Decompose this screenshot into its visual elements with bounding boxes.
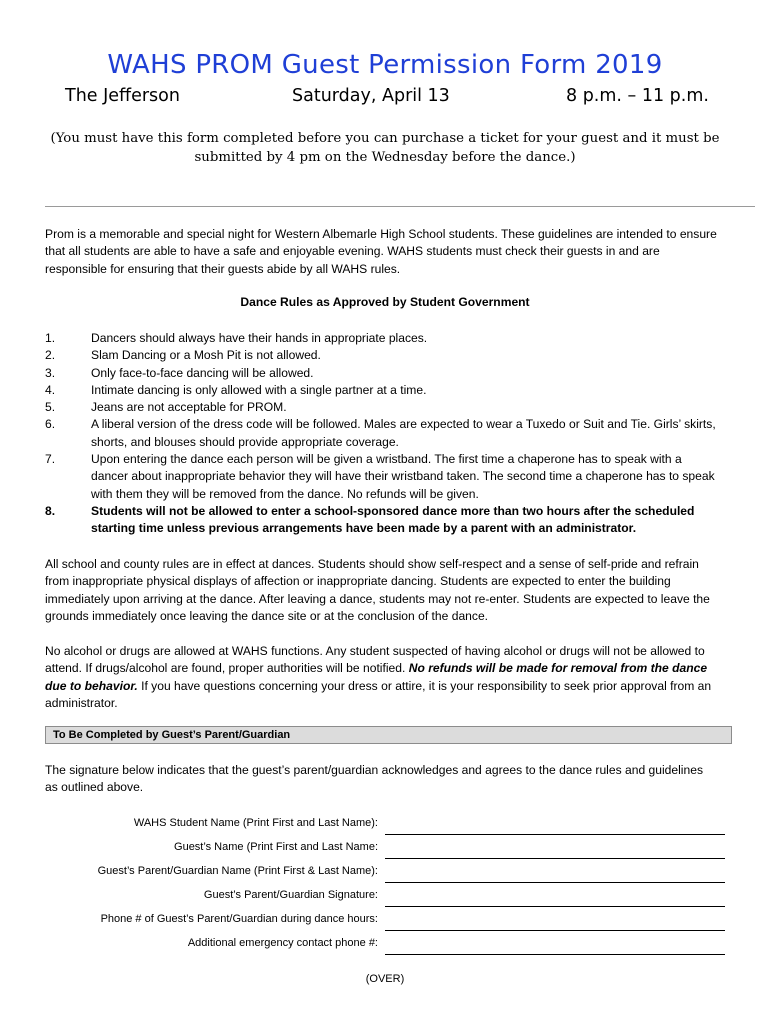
rule-number: 5.: [45, 400, 56, 415]
header-divider: [45, 206, 755, 207]
guardian-name-field[interactable]: [385, 882, 725, 883]
rule-text: Only face-to-face dancing will be allowed.: [91, 365, 314, 380]
rule-number: 4.: [45, 382, 56, 397]
rule-text: Slam Dancing or a Mosh Pit is not allowed.: [91, 348, 321, 363]
emergency-phone-label: Additional emergency contact phone #:: [187, 937, 378, 949]
guardian-signature-label: Guest’s Parent/Guardian Signature:: [203, 889, 378, 901]
guardian-name-label: Guest’s Parent/Guardian Name (Print First & Last Name):: [97, 865, 378, 877]
rule-number: 8.: [45, 503, 56, 518]
no-refund-notice: No refunds will be made for removal from the dance due to behavior.: [45, 661, 708, 693]
rule-item: [45, 347, 717, 364]
dress-approval-text: If you have questions concerning your dress or attire, it is your responsibility to seek prior approval from an administrator.: [45, 678, 712, 710]
page-footer-over: (OVER): [365, 973, 405, 985]
rule-text: Upon entering the dance each person will be given a wristband. The first time a chaperone has to speak with a dancer about inappropriate behavior they will have their wristband taken. The second time a chaperone has to speak with them they will be removed from the dance. No refunds will be given.: [91, 452, 715, 501]
submission-note: (You must have this form completed before you can purchase a ticket for your guest and it must be submitted by 4 pm on the Wednesday before the dance.): [50, 131, 720, 165]
rule-number: 6.: [45, 417, 56, 432]
rule-number: 3.: [45, 365, 56, 380]
student-name-field[interactable]: [385, 834, 725, 835]
dance-rules-list: [45, 330, 717, 538]
rule-item: [45, 365, 717, 382]
alcohol-policy-paragraph: [45, 643, 717, 712]
rule-text: A liberal version of the dress code will be followed. Males are expected to wear a Tuxedo or Suit and Tie. Girls’ skirts, shorts, and blouses should provide appropriate coverage.: [91, 417, 716, 449]
rule-number: 1.: [45, 331, 56, 345]
rule-text: Students will not be allowed to enter a school-sponsored dance more than two hours after the scheduled starting time unless previous arrangements have been made by a parent with an administrator.: [91, 503, 695, 536]
signature-statement: The signature below indicates that the guest’s parent/guardian acknowledges and agrees to the dance rules and guidelines as outlined above.: [45, 763, 703, 795]
guardian-section-header: To Be Completed by Guest’s Parent/Guardian: [45, 726, 732, 744]
rules-heading: Dance Rules as Approved by Student Government: [240, 295, 530, 309]
rule-item: [45, 399, 717, 416]
guardian-phone-field[interactable]: [385, 930, 725, 931]
guardian-phone-label: Phone # of Guest’s Parent/Guardian during dance hours:: [100, 913, 378, 925]
event-venue: The Jefferson: [65, 86, 180, 106]
emergency-phone-field[interactable]: [385, 954, 725, 955]
guest-name-field[interactable]: [385, 858, 725, 859]
rule-number: 7.: [45, 452, 56, 467]
event-time: 8 p.m. – 11 p.m.: [566, 86, 709, 106]
rule-item: [45, 416, 717, 451]
student-name-label: WAHS Student Name (Print First and Last Name):: [133, 817, 378, 829]
guest-name-label: Guest’s Name (Print First and Last Name:: [174, 841, 378, 853]
school-rules-paragraph: All school and county rules are in effect at dances. Students should show self-respect and a sense of self-pride and refrain from inappropriate physical displays of affection or inappropriate dancing. Students are expected to enter the building immediately upon arriving at the dance. After leaving a dance, students may not re-enter. Students are expected to leave the grounds immediately once leaving the dance site or at the conclusion of the dance.: [45, 557, 710, 623]
intro-paragraph: Prom is a memorable and special night for Western Albemarle High School students. These guidelines are intended to ensure that all students are able to have a safe and enjoyable evening. WAHS students must check their guests in and are responsible for ensuring that their guests abide by all WAHS rules.: [45, 227, 717, 276]
rule-text: Dancers should always have their hands in appropriate places.: [91, 331, 428, 345]
rule-item: [45, 382, 717, 399]
rule-item: [45, 503, 717, 538]
form-title: WAHS PROM Guest Permission Form 2019: [107, 50, 663, 80]
rule-item: [45, 451, 717, 503]
guardian-signature-field[interactable]: [385, 906, 725, 907]
rule-item: [45, 330, 717, 347]
rule-number: 2.: [45, 348, 56, 363]
rule-text: Intimate dancing is only allowed with a single partner at a time.: [91, 382, 427, 397]
rule-text: Jeans are not acceptable for PROM.: [91, 400, 287, 415]
event-info-row: [0, 86, 770, 112]
event-date: Saturday, April 13: [292, 86, 450, 106]
alcohol-policy-text: No alcohol or drugs are allowed at WAHS functions. Any student suspected of having alcohol or drugs will not be allowed to attend. If drugs/alcohol are found, proper authorities will be notified.: [45, 644, 705, 676]
